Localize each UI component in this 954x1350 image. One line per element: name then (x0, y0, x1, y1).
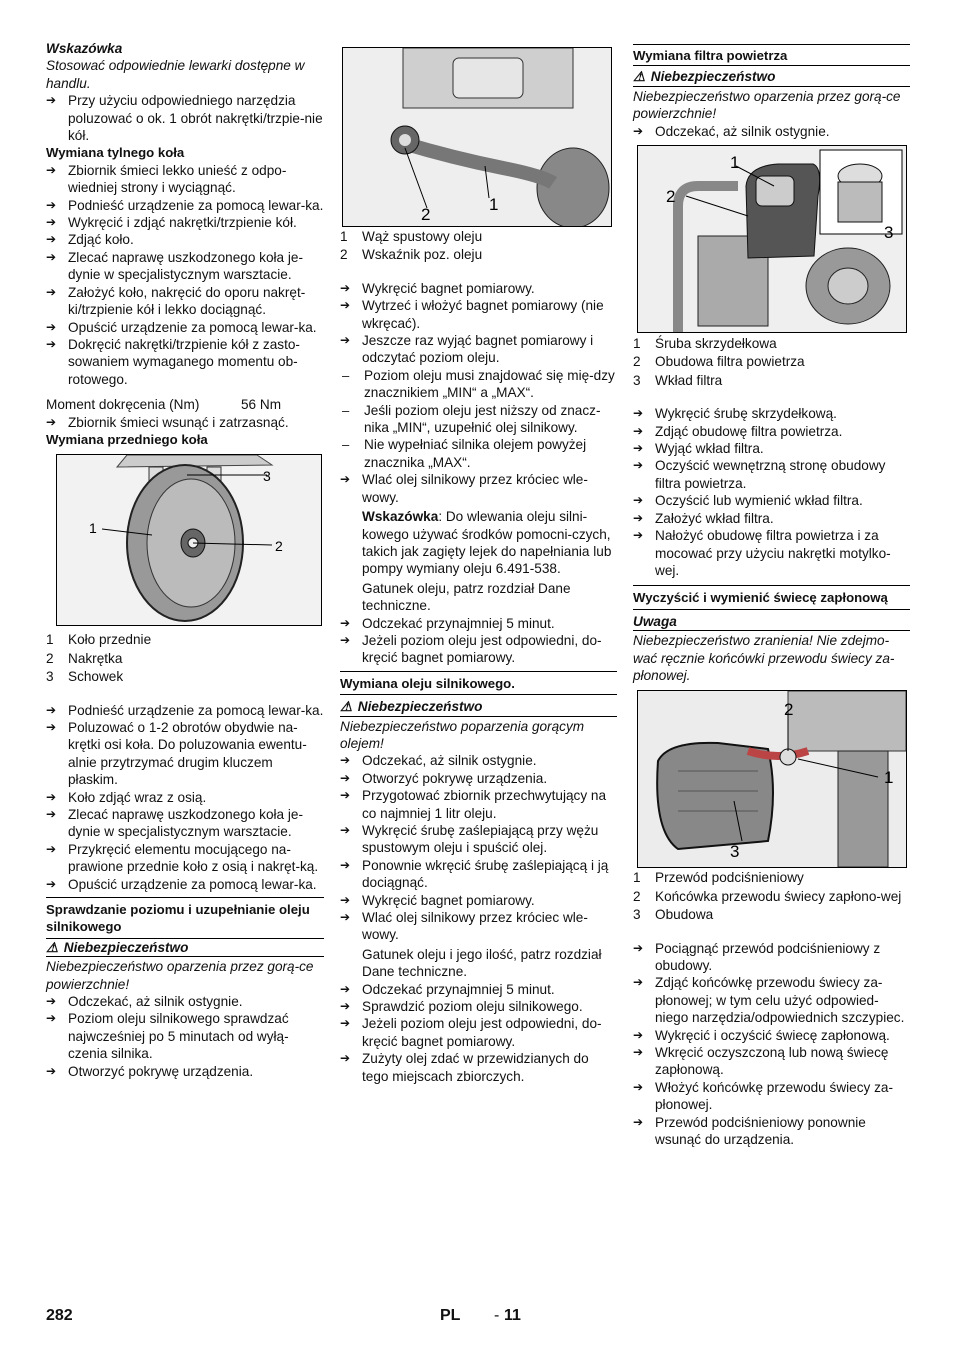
arrow-icon: ➔ (46, 876, 57, 891)
callout-2: 2 (421, 205, 431, 224)
oil-type-note: Gatunek oleju, patrz rozdział Dane techniczne. (362, 580, 571, 614)
arrow-icon: ➔ (340, 999, 351, 1014)
arrow-icon: ➔ (340, 1016, 351, 1031)
arrow-icon: ➔ (633, 975, 644, 990)
arrow-icon: ➔ (46, 249, 57, 264)
footer-separator: - (494, 1307, 500, 1324)
warning-icon: ⚠ (46, 939, 59, 955)
step-list: ➔ Wykręcić śrubę skrzydełkową. ➔ Zdjąć obudowę filtra powietrza. ➔ Wyjąć wkład filtra. ➔ Oczyścić wewnętrzną stronę obudowy filtra powietrza. ➔ Oczyścić lub wymienić wkład filtra. ➔ Założyć wkład filtra. ➔ Nałożyć obudowę filtra powietrza i za mocować przy użyciu nakrętki motylko-wej. (633, 406, 891, 578)
arrow-icon: ➔ (340, 981, 351, 996)
danger-title: ⚠ Niebezpieczeństwo (46, 939, 189, 955)
arrow-icon: ➔ (633, 1079, 644, 1094)
arrow-icon: ➔ (633, 493, 644, 508)
arrow-icon: ➔ (633, 1114, 644, 1129)
danger-text: Niebezpieczeństwo oparzenia przez gorą-ce powierzchnie! (46, 956, 324, 993)
section-heading: Wymiana oleju silnikowego. (340, 671, 617, 695)
oil-drain-illustration (343, 48, 611, 226)
column-right (633, 44, 910, 1148)
front-wheel-figure (56, 454, 322, 626)
arrow-icon: ➔ (46, 197, 57, 212)
arrow-icon: ➔ (46, 232, 57, 247)
column-middle (340, 47, 617, 1085)
arrow-icon: ➔ (46, 807, 57, 821)
step-list: ➔ Odczekać przynajmniej 5 minut. ➔ Sprawdzić poziom oleju silnikowego. ➔ Jeżeli poziom oleju jest odpowiedni, do-kręcić bagnet pomiarowy. ➔ Zużyty olej zdać w przewidzianych do tego miejscach zbiorczych. (340, 981, 602, 1084)
callout-3: 3 (884, 223, 894, 243)
arrow-icon: ➔ (340, 770, 351, 785)
danger-text: Niebezpieczeństwo oparzenia przez gorą-ce powierzchnie! (633, 86, 910, 123)
section-heading: Wyczyścić i wymienić świecę zapłonową (633, 585, 910, 609)
arrow-icon: ➔ (633, 1045, 644, 1059)
arrow-icon: ➔ (340, 892, 351, 907)
section-heading: Wymiana tylnego koła (46, 145, 185, 161)
arrow-icon: ➔ (46, 994, 57, 1009)
callout-3: 3 (263, 468, 271, 485)
step: ➔ Zbiornik śmieci wsunąć i zatrzasnąć. (46, 414, 289, 430)
page-number: 282 (46, 1307, 73, 1324)
arrow-icon: ➔ (633, 458, 644, 473)
warning-icon: ⚠ (340, 699, 353, 715)
arrow-icon: ➔ (340, 298, 351, 313)
arrow-icon: ➔ (46, 719, 57, 734)
step-list: ➔ Pociągnąć przewód podciśnieniowy z obudowy. ➔ Zdjąć końcówkę przewodu świecy za-płonowej; w tym celu użyć odpowied-niego narzędzia/odpowiednich szczypiec. ➔ Wykręcić i oczyścić świecę zapłonową. ➔ Wkręcić oczyszczoną lub nową świecę zapłonową. ➔ Włożyć końcówkę przewodu świecy za-płonowej. ➔ Przewód podciśnieniowy ponownie wsunąć do urządzenia. (633, 940, 905, 1148)
arrow-icon: ➔ (340, 753, 351, 768)
callout-1: 1 (884, 768, 894, 788)
air-filter-figure (637, 145, 907, 333)
arrow-icon: ➔ (46, 162, 57, 177)
arrow-icon: ➔ (633, 441, 644, 456)
callout-1: 1 (730, 153, 740, 173)
dash-icon: – (342, 437, 350, 453)
step: ➔ Odczekać, aż silnik ostygnie. (633, 123, 830, 139)
note-title: Wskazówka (46, 41, 123, 56)
callout-2: 2 (784, 700, 794, 720)
step: ➔ Przy użyciu odpowiedniego narzędzia poluzować o ok. 1 obrót nakrętki/trzpie-nie kół. (46, 93, 323, 144)
arrow-icon: ➔ (46, 1011, 57, 1026)
arrow-icon: ➔ (340, 823, 351, 837)
column-left (46, 40, 324, 1080)
arrow-icon: ➔ (633, 123, 644, 138)
arrow-icon: ➔ (340, 615, 351, 630)
arrow-icon: ➔ (340, 280, 351, 295)
arrow-icon: ➔ (633, 510, 644, 525)
language-code: PL (440, 1307, 461, 1324)
dash-icon: – (342, 402, 350, 418)
torque-table (46, 396, 324, 413)
warning-icon: ⚠ (633, 69, 646, 85)
caution-title: Uwaga (633, 613, 677, 629)
arrow-icon: ➔ (46, 319, 57, 334)
arrow-icon: ➔ (46, 215, 57, 230)
torque-value: 56 Nm (241, 397, 282, 413)
figure-legend: 1 Wąż spustowy oleju 2 Wskaźnik poz. oleju (340, 229, 483, 263)
arrow-icon: ➔ (633, 528, 644, 543)
section-heading: Wymiana filtra powietrza (633, 44, 910, 66)
note-text: Stosować odpowiednie lewarki dostępne w handlu. (46, 58, 305, 91)
danger-title: ⚠ Niebezpieczeństwo (633, 69, 776, 85)
step-list: ➔ Zbiornik śmieci lekko unieść z odpo-wiedniej strony i wyciągnąć. ➔ Podnieść urządzenie za pomocą lewar-ka. ➔ Wykręcić i zdjąć nakrętki/trzpienie kół. ➔ Zdjąć koło. ➔ Zlecać naprawę uszkodzonego koła je-dynie w specjalistycznym warsztacie. ➔ Założyć koło, nakręcić do oporu nakręt-ki/trzpienie kół i lekko dociągnąć. ➔ Opuścić urządzenie za pomocą lewar-ka. ➔ Dokręcić nakrętki/trzpienie kół z zasto-sowaniem wymaganego momentu ob-rotowego. (46, 162, 324, 387)
arrow-icon: ➔ (46, 1063, 57, 1078)
figure-legend: 1 Koło przednie 2 Nakrętka 3 Schowek (46, 632, 152, 685)
arrow-icon: ➔ (340, 857, 351, 872)
callout-3: 3 (730, 842, 740, 862)
arrow-icon: ➔ (340, 333, 351, 348)
oil-level-figure (342, 47, 612, 227)
hint-block: Wskazówka: Do wlewania oleju silni-kowego używać środków pomocni-czych, takich jak zagięty lejek do napełniania lub pompy wymiany oleju 6.491-538. (362, 509, 612, 577)
arrow-icon: ➔ (633, 406, 644, 421)
arrow-icon: ➔ (633, 940, 644, 955)
section-heading: Sprawdzanie poziomu i uzupełnianie oleju silnikowego (46, 897, 324, 939)
arrow-icon: ➔ (633, 423, 644, 438)
arrow-icon: ➔ (46, 284, 57, 299)
step-list: ➔ Wykręcić bagnet pomiarowy. ➔ Wytrzeć i włożyć bagnet pomiarowy (nie wkręcać). ➔ Jeszcze raz wyjąć bagnet pomiarowy i odczytać poziom oleju. – Poziom oleju musi znajdować się mię-dzy znacznikiem „MIN“ a „MAX“. – Jeśli poziom oleju jest niższy od znacz-nika „MIN“, uzupełnić olej silnikowy. – Nie wypełniać silnika olejem powyżej znacznika „MAX“. ➔ Wlać olej silnikowy przez króciec wle-wowy. (340, 280, 615, 505)
figure-legend: 1 Przewód podciśnieniowy 2 Końcówka przewodu świecy zapłono-wej 3 Obudowa (633, 870, 902, 923)
arrow-icon: ➔ (46, 702, 57, 717)
spark-plug-illustration (638, 691, 906, 867)
arrow-icon: ➔ (46, 414, 57, 429)
caution-text: Niebezpieczeństwo zranienia! Nie zdejmo-wać ręcznie końcówki przewodu świecy za-płonowej. (633, 630, 910, 684)
section-page-number: 11 (504, 1307, 521, 1324)
arrow-icon: ➔ (340, 788, 351, 803)
arrow-icon: ➔ (46, 841, 57, 856)
air-filter-illustration (638, 146, 906, 332)
arrow-icon: ➔ (340, 632, 351, 647)
callout-1: 1 (489, 195, 499, 214)
danger-text: Niebezpieczeństwo poparzenia gorącym olejem! (340, 716, 617, 753)
front-wheel-illustration (57, 455, 321, 625)
figure-legend: 1 Śruba skrzydełkowa 2 Obudowa filtra powietrza 3 Wkład filtra (633, 336, 805, 388)
callout-1: 1 (89, 520, 97, 537)
step-list: ➔ Odczekać przynajmniej 5 minut. ➔ Jeżeli poziom oleju jest odpowiedni, do-kręcić bagnet pomiarowy. (340, 615, 602, 666)
dash-icon: – (342, 367, 350, 383)
torque-label: Moment dokręcenia (Nm) (46, 397, 200, 413)
arrow-icon: ➔ (46, 93, 57, 108)
arrow-icon: ➔ (340, 1051, 351, 1066)
callout-2: 2 (666, 187, 676, 207)
arrow-icon: ➔ (46, 336, 57, 351)
step-list: ➔ Odczekać, aż silnik ostygnie. ➔ Poziom oleju silnikowego sprawdzać najwcześniej po 5 minutach od wyłą-czenia silnika. ➔ Otworzyć pokrywę urządzenia. (46, 994, 289, 1079)
step-list: ➔ Podnieść urządzenie za pomocą lewar-ka. ➔ Poluzować o 1-2 obrotów obydwie na-krętki osi koła. Do poluzowania ewentu-alnie przytrzymać drugim kluczem płaskim. ➔ Koło zdjąć wraz z osią. ➔ Zlecać naprawę uszkodzonego koła je-dynie w specjalistycznym warsztacie. ➔ Przykręcić elementu mocującego na-prawione przednie koło z osią i nakręt-ką. ➔ Opuścić urządzenie za pomocą lewar-ka. (46, 702, 324, 892)
step-list: ➔ Odczekać, aż silnik ostygnie. ➔ Otworzyć pokrywę urządzenia. ➔ Przygotować zbiornik przechwytujący na co najmniej 1 litr oleju. ➔ Wykręcić śrubę zaślepiającą przy wężu spustowym oleju i spuścić olej. ➔ Ponownie wkręcić śrubę zaślepiającą i ją dociągnąć. ➔ Wykręcić bagnet pomiarowy. ➔ Wlać olej silnikowy przez króciec wle-wowy. (340, 753, 609, 943)
callout-2: 2 (275, 538, 283, 555)
oil-quantity-note: Gatunek oleju i jego ilość, patrz rozdział Dane techniczne. (362, 946, 602, 980)
arrow-icon: ➔ (340, 472, 351, 487)
section-heading: Wymiana przedniego koła (46, 431, 208, 447)
arrow-icon: ➔ (633, 1027, 644, 1042)
arrow-icon: ➔ (46, 789, 57, 804)
arrow-icon: ➔ (340, 910, 351, 925)
spark-plug-figure (637, 690, 907, 868)
danger-title: ⚠ Niebezpieczeństwo (340, 699, 483, 715)
